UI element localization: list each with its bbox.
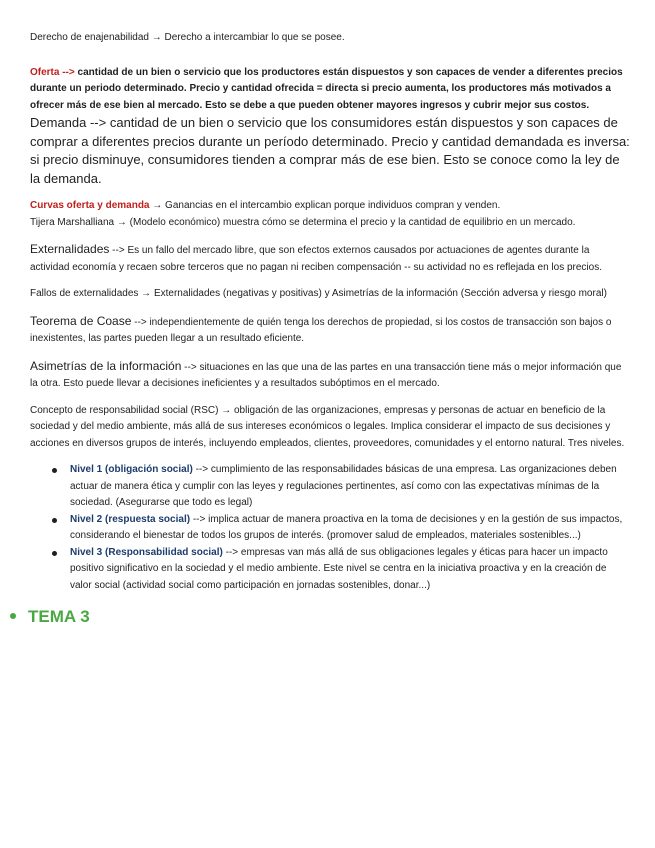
oferta-paragraph (30, 65, 630, 115)
list-item (30, 545, 630, 595)
rsc-text: Concepto de responsabilidad social (RSC) → obligación de las organizaciones, empresas y personas de actuar en beneficio de la sociedad y del medio ambiente, más allá de sus intereses económicos o legales. Implica considerar el impacto de sus decisiones y acciones en diversos grupos de interés, incluyendo empleados, clientes, proveedores, comunidades y el entorno natural. Tres niveles. (30, 404, 625, 449)
coase-label: Teorema de Coase (30, 313, 132, 328)
enajenabilidad-paragraph (30, 30, 630, 47)
coase-text: --> independientemente de quién tenga los derechos de propiedad, si los costos de transacción son bajos o inexistentes, las partes pueden llegar a un resultado eficiente. (30, 316, 612, 344)
nivel-3-label: Nivel 3 (Responsabilidad social) (70, 546, 223, 558)
bullet-icon (52, 551, 57, 556)
curvas-text: → Ganancias en el intercambio explican porque individuos compran y venden. (149, 200, 501, 211)
bullet-icon (52, 468, 57, 473)
fallos-text: Fallos de externalidades → Externalidades (negativas y positivas) y Asimetrías de la información (Sección adversa y riesgo moral) (30, 288, 607, 299)
asimetrias-text: --> situaciones en las que una de las partes en una transacción tiene más o mejor información que la otra. Esto puede llevar a decisiones ineficientes y a resultados subóptimos en el mercado. (30, 361, 622, 389)
nivel-2-label: Nivel 2 (respuesta social) (70, 513, 191, 525)
list-item (30, 512, 630, 545)
enajenabilidad-text: Derecho de enajenabilidad → Derecho a intercambiar lo que se posee. (30, 32, 345, 43)
tema-3-title: TEMA 3 (28, 607, 90, 626)
oferta-label: Oferta --> (30, 66, 75, 78)
document-page (30, 30, 630, 628)
niveles-list (30, 462, 630, 594)
externalidades-paragraph (30, 241, 630, 276)
asimetrias-label: Asimetrías de la información (30, 358, 182, 373)
asimetrias-paragraph (30, 358, 630, 393)
rsc-paragraph (30, 403, 630, 453)
tijera-paragraph (30, 215, 630, 232)
nivel-1-label: Nivel 1 (obligación social) (70, 464, 193, 475)
externalidades-text: --> Es un fallo del mercado libre, que son efectos externos causados por actuaciones de agentes durante la actividad economía y recaen sobre terceros que no pagan ni reciben compensación -- su actividad no es reflejada en los precios. (30, 245, 602, 273)
demanda-paragraph (30, 114, 630, 188)
curvas-paragraph (30, 198, 630, 215)
nivel-1-text: --> cumplimiento de las responsabilidades básicas de una empresa. Las organizaciones deben actuar de manera ética y cumplir con las leyes y regulaciones pertinentes, así como con las expectativas mínimas de la sociedad. (Asegurarse que todo es legal) (70, 464, 617, 508)
bullet-icon (52, 518, 57, 523)
nivel-3-text: --> empresas van más allá de sus obligaciones legales y éticas para hacer un impacto positivo significativo en la sociedad y el medio ambiente. Este nivel se centra en la iniciativa proactiva y en la creación de valor social (actividad social como participación en jornadas sostenibles, donar...) (70, 546, 608, 591)
tijera-text: Tijera Marshalliana → (Modelo económico) muestra cómo se determina el precio y la cantidad de equilibrio en un mercado. (30, 216, 576, 228)
curvas-label: Curvas oferta y demanda (30, 200, 150, 211)
tema-3-heading (8, 606, 630, 628)
demanda-text: Demanda --> cantidad de un bien o servicio que los consumidores están dispuestos y son capaces de comprar a diferentes precios durante un período determinado. Precio y cantidad demandada es inversa: si precio disminuye, consumidores tienden a comprar más de ese bien. Esto se conoce como la ley de la demanda. (30, 115, 630, 186)
externalidades-label: Externalidades (30, 242, 110, 256)
fallos-paragraph (30, 286, 630, 303)
oferta-text: cantidad de un bien o servicio que los productores están dispuestos y son capaces de vender a diferentes precios durante un periodo determinado. Precio y cantidad ofrecida = directa si precio aumenta, los productores más motivados a ofrecer más de ese bien al mercado. Esto se debe a que pueden obtener mayores ingresos y cubrir mejor sus costos. (30, 66, 623, 111)
heading-bullet-icon (10, 613, 16, 619)
list-item (30, 462, 630, 512)
coase-paragraph (30, 313, 630, 348)
nivel-2-text: --> implica actuar de manera proactiva en la toma de decisiones y en la gestión de sus impactos, considerando el bienestar de todos los grupos de interés. (promover salud de empleados, materiales sostenibles...) (70, 513, 623, 541)
